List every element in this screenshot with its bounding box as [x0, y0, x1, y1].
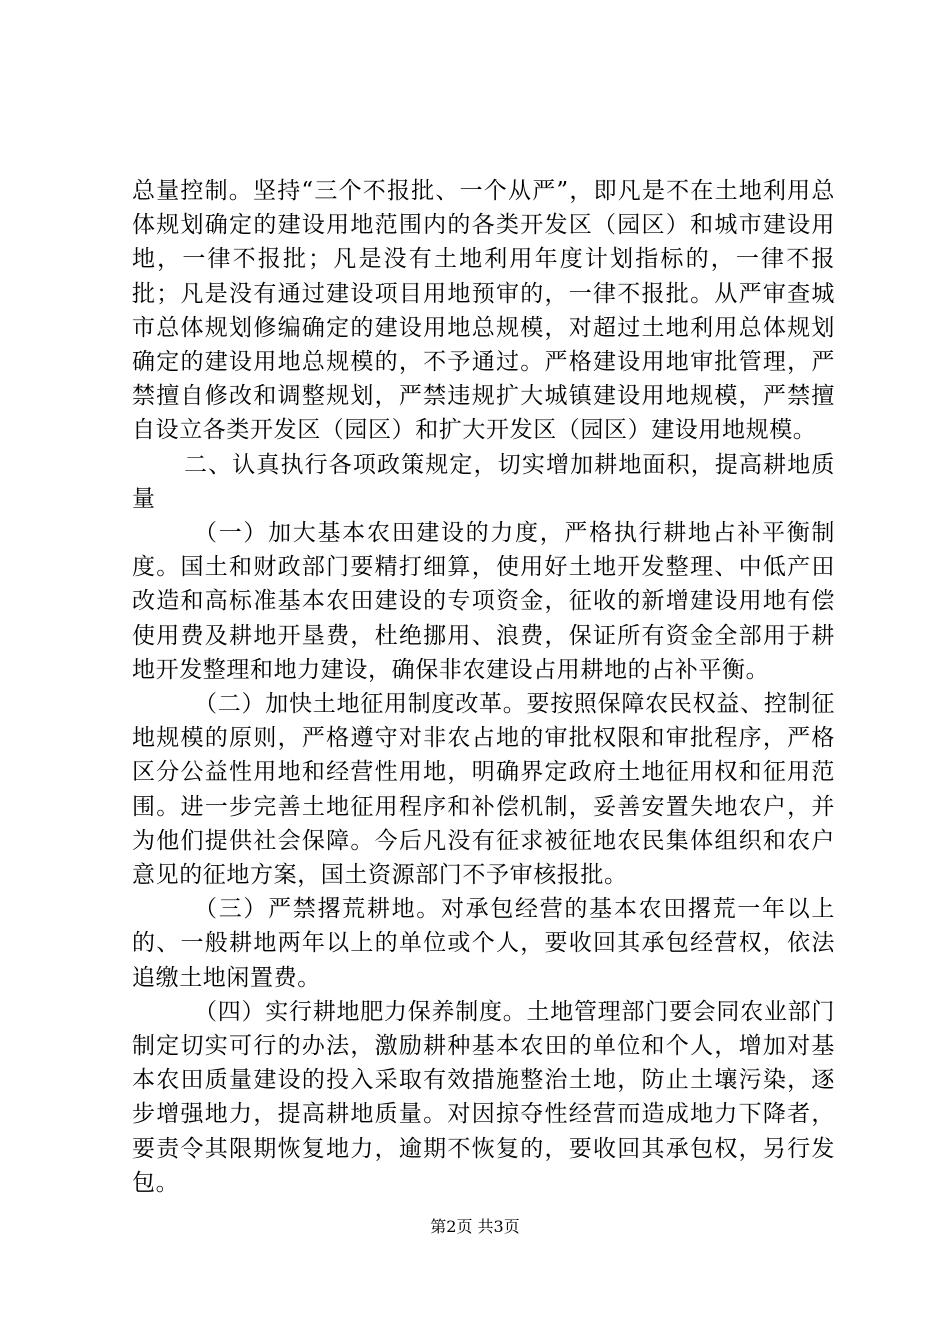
page-number-footer: 第2页 共3页 — [430, 1217, 520, 1236]
paragraph-continuation: 总量控制。坚持“三个不报批、一个从严”，即凡是不在土地利用总体规划确定的建设用地范围内的各类开发区（园区）和城市建设用地，一律不报批；凡是没有土地利用年度计划指标的，一律不报批；凡是没有通过建设项目用地预审的，一律不报批。从严审查城市总体规划修编确定的建设用地总规模，对超过土地利用总体规划确定的建设用地总规模的，不予通过。严格建设用地审批管理，严禁擅自修改和调整规划，严禁违规扩大城镇建设用地规模，严禁擅自设立各类开发区（园区）和扩大开发区（园区）建设用地规模。 — [132, 178, 835, 444]
document-body — [132, 174, 835, 1200]
section-heading: 二、认真执行各项政策规定，切实增加耕地面积，提高耕地质量 — [132, 451, 835, 512]
paragraph-item-2: （二）加快土地征用制度改革。要按照保障农民权益、控制征地规模的原则，严格遵守对非农占地的审批权限和审批程序，严格区分公益性用地和经营性用地，明确界定政府土地征用权和征用范围。进一步完善土地征用程序和补偿机制，妥善安置失地农户，并为他们提供社会保障。今后凡没有征求被征地农民集体组织和农户意见的征地方案，国土资源部门不予审核报批。 — [132, 691, 835, 889]
paragraph-item-4: （四）实行耕地肥力保养制度。土地管理部门要会同农业部门制定切实可行的办法，激励耕种基本农田的单位和个人，增加对基本农田质量建设的投入采取有效措施整治土地，防止土壤污染，逐步增强地力，提高耕地质量。对因掠夺性经营而造成地力下降者，要责令其限期恢复地力，逾期不恢复的，要收回其承包权，另行发包。 — [132, 998, 835, 1196]
paragraph-item-1: （一）加大基本农田建设的力度，严格执行耕地占补平衡制度。国土和财政部门要精打细算，使用好土地开发整理、中低产田改造和高标准基本农田建设的专项资金，征收的新增建设用地有偿使用费及耕地开垦费，杜绝挪用、浪费，保证所有资金全部用于耕地开发整理和地力建设，确保非农建设占用耕地的占补平衡。 — [132, 520, 835, 683]
paragraph-item-3: （三）严禁撂荒耕地。对承包经营的基本农田撂荒一年以上的、一般耕地两年以上的单位或个人，要收回其承包经营权，依法追缴土地闲置费。 — [132, 896, 835, 991]
